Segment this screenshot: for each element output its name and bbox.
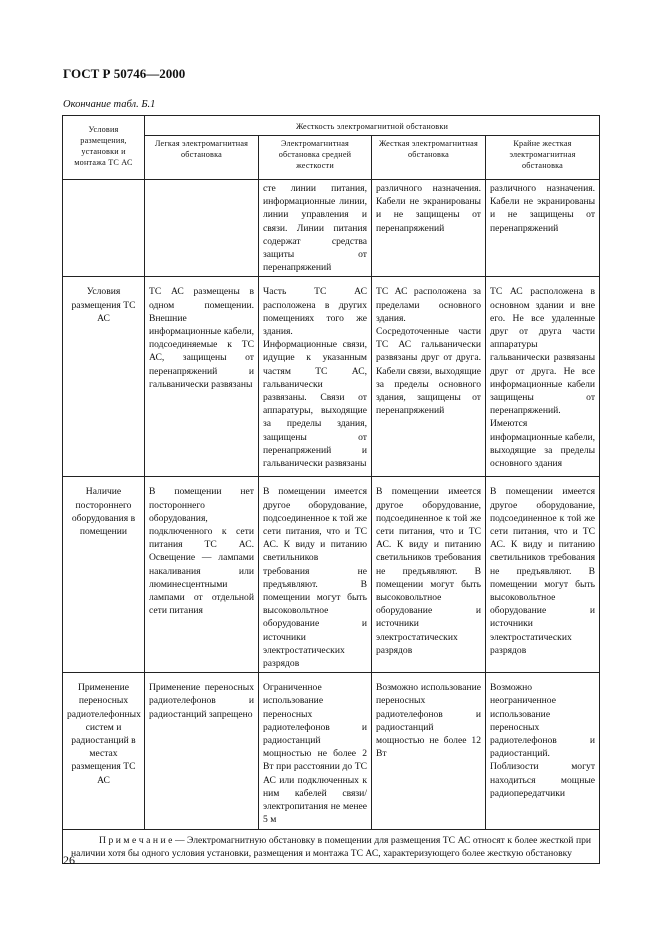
cell-text: Применение переносных радиотелефонов и радиостанций запрещено bbox=[149, 682, 254, 720]
cell-text: Часть ТС АС расположена в других помещениях того же здания. Информационные связи, идущие к указанным частям ТС АС, гальванически развязаны. Связи от аппаратуры, выходящие за пределы здания, защищены от перенапряжений и гальванически развязаны bbox=[263, 286, 367, 470]
row-label bbox=[63, 673, 145, 829]
cell-text: В помещении имеется другое оборудование, подсоединенное к той же сети питания, что и ТС АС. К виду и питанию светильников требования не предъявляют. В помещении могут быть высоковольтное оборудование и источники электростатических разрядов bbox=[376, 486, 481, 656]
cell-text: различного назначения. Кабели не экранированы и не защищены от перенапряжений bbox=[376, 183, 481, 234]
table-note-text: П р и м е ч а н и е — Электромагнитную обстановку в помещении для размещения ТС АС относят к более жесткой при наличии хотя бы одного условия установки, размещения и монтажа ТС АС, характеризующего более жесткую обстановку bbox=[71, 834, 592, 859]
header-extreme-label: Крайне жесткая электромагнитная обстановка bbox=[509, 139, 576, 170]
cell-text: В помещении имеется другое оборудование, подсоединенное к той же сети питания, что и ТС АС. К виду и питанию светильников требования не предъявляют. В помещении могут быть высоковольтное оборудование и источники электростатических разрядов bbox=[263, 486, 367, 670]
header-severity-group bbox=[145, 116, 600, 136]
table-cell bbox=[259, 180, 372, 277]
table-row bbox=[63, 673, 600, 829]
cell-text: ТС АС размещены в одном помещении. Внешние информационные кабели, подсоединяемые к ТС АС, защищены от перенапряжений и гальванически развязаны bbox=[149, 286, 254, 390]
table-cell bbox=[145, 180, 259, 277]
row-label bbox=[63, 277, 145, 477]
cell-text: сте линии питания, информационные линии, линии управления и связи. Линии питания содержат средства защиты от перенапряжений bbox=[263, 183, 367, 274]
cell-text: В помещении имеется другое оборудование, подсоединенное к той же сети питания, что и ТС АС. К виду и питанию светильников требования не предъявляют. В помещении могут быть высоковольтное оборудование и источники электростатических разрядов bbox=[490, 486, 596, 656]
row-label bbox=[63, 477, 145, 673]
table-cell bbox=[145, 277, 259, 477]
row-label-text: Применение переносных радиотелефонных систем и радиостанций в местах размещения ТС АС bbox=[67, 682, 141, 786]
header-light-label: Легкая электромагнитная обстановка bbox=[154, 139, 249, 159]
header-severity-label: Жесткость электромагнитной обстановки bbox=[295, 122, 449, 131]
table-note-row bbox=[63, 829, 600, 863]
table-row bbox=[63, 277, 600, 477]
header-medium bbox=[259, 136, 372, 180]
cell-text: Ограниченное использование переносных радиотелефонов и радиостанций мощностью не более 2 Вт при расстоянии до ТС АС или подключенных к ним кабелей связи/электропитания не менее 5 м bbox=[263, 682, 367, 826]
cell-text: Возможно использование переносных радиотелефонов и радиостанций мощностью не более 12 Вт bbox=[376, 682, 481, 760]
header-extreme bbox=[486, 136, 600, 180]
requirements-table bbox=[62, 115, 600, 864]
table-cell bbox=[486, 673, 600, 829]
table-cell bbox=[486, 277, 600, 477]
table-row bbox=[63, 180, 600, 277]
header-hard-label: Жесткая электромагнитная обстановка bbox=[379, 139, 478, 159]
cell-text: Возможно неограниченное использование переносных радиотелефонов и радиостанций. Поблизости могут находиться мощные радиопередатчики bbox=[490, 682, 596, 799]
table-note bbox=[63, 829, 600, 863]
cell-text: В помещении нет постороннего оборудования, подключенного к сети питания ТС АС. Освещение — лампами накаливания или люминесцентными лампами от отдельной сети питания bbox=[149, 486, 254, 617]
table-cell bbox=[259, 277, 372, 477]
document-title: ГОСТ Р 50746—2000 bbox=[63, 66, 186, 81]
table-cell bbox=[259, 673, 372, 829]
row-label-text: Условия размещения ТС АС bbox=[71, 286, 136, 324]
table-cell bbox=[145, 673, 259, 829]
table-cell bbox=[486, 477, 600, 673]
header-conditions-label: Условия размещения, установки и монтажа ТС АС bbox=[74, 125, 133, 167]
table-caption: Окончание табл. Б.1 bbox=[63, 99, 156, 110]
cell-text: различного назначения. Кабели не экранированы и не защищены от перенапряжений bbox=[490, 183, 596, 234]
table-cell bbox=[486, 180, 600, 277]
cell-text: ТС АС расположена за пределами основного здания. Сосредоточенные части ТС АС гальванически развязаны друг от друга. Кабели связи, выходящие за пределы основного здания, защищены от перенапряжений bbox=[376, 286, 481, 417]
page-number: 26 bbox=[63, 853, 75, 867]
table-cell bbox=[372, 477, 486, 673]
cell-text: ТС АС расположена в основном здании и вне его. Не все удаленные друг от друга части аппаратуры гальванически развязаны друг от друга. Не все информационные кабели защищены от перенапряжений. Имеются информационные кабели, выходящие за пределы основного здания bbox=[490, 286, 596, 470]
header-hard bbox=[372, 136, 486, 180]
row-label bbox=[63, 180, 145, 277]
row-label-text: Наличие постороннего оборудования в помещении bbox=[71, 486, 136, 538]
table-cell bbox=[372, 673, 486, 829]
table-cell bbox=[372, 180, 486, 277]
table-row bbox=[63, 477, 600, 673]
header-conditions bbox=[63, 116, 145, 180]
table-cell bbox=[145, 477, 259, 673]
header-light bbox=[145, 136, 259, 180]
table-cell bbox=[259, 477, 372, 673]
table-cell bbox=[372, 277, 486, 477]
header-medium-label: Электромагнитная обстановка средней жесткости bbox=[278, 139, 352, 170]
table-header-row bbox=[63, 116, 600, 136]
